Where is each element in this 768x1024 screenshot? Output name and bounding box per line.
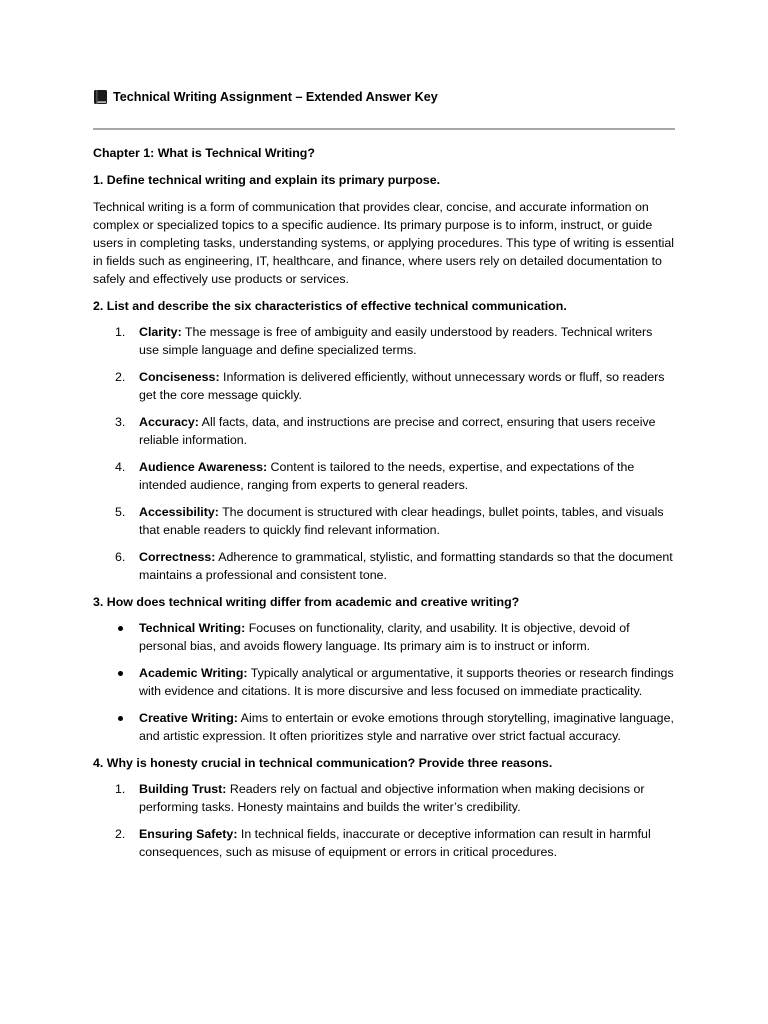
list-item [93,503,675,539]
list-item [93,368,675,404]
list-number: 3. [115,415,126,429]
list-item [93,619,675,655]
list-number: 2. [115,370,126,384]
list-item [93,709,675,745]
question-3-heading: 3. How does technical writing differ from academic and creative writing? [93,595,520,609]
list-term: Academic Writing: [139,666,248,680]
list-term: Correctness: [139,550,216,564]
list-item [93,825,675,861]
list-item [93,664,675,700]
list-text: Readers rely on factual and objective information when making decisions or performing tasks. Honesty maintains and builds the writer’s credibility. [139,782,645,814]
list-term: Audience Awareness: [139,460,268,474]
bullet-icon [118,626,123,631]
list-item [93,413,675,449]
list-term: Conciseness: [139,370,220,384]
list-number: 5. [115,505,126,519]
list-term: Creative Writing: [139,711,238,725]
list-number: 1. [115,325,126,339]
list-term: Technical Writing: [139,621,246,635]
chapter-heading: Chapter 1: What is Technical Writing? [93,146,315,160]
list-number: 1. [115,782,126,796]
list-text: Typically analytical or argumentative, it supports theories or research findings with evidence and citations. It is more discursive and less focused on immediate practicality. [139,666,674,698]
question-1-answer: Technical writing is a form of communication that provides clear, concise, and accurate information on complex or specialized topics to a specific audience. Its primary purpose is to inform, instruct, or guide users in completing tasks, understanding systems, or applying procedures. This type of writing is essential in fields such as engineering, IT, healthcare, and finance, where users rely on detailed documentation to safely and effectively use products or services. [93,200,675,286]
list-term: Accuracy: [139,415,199,429]
title-divider [93,128,675,130]
list-number: 2. [115,827,126,841]
list-item [93,458,675,494]
book-icon [93,89,108,105]
question-2-heading: 2. List and describe the six characteristics of effective technical communication. [93,299,567,313]
list-text: Focuses on functionality, clarity, and usability. It is objective, devoid of personal bias, and avoids flowery language. Its primary aim is to instruct or inform. [139,621,630,653]
question-1-heading: 1. Define technical writing and explain its primary purpose. [93,173,441,187]
question-4-heading: 4. Why is honesty crucial in technical communication? Provide three reasons. [93,756,553,770]
list-term: Clarity: [139,325,182,339]
list-term: Building Trust: [139,782,227,796]
list-term: Accessibility: [139,505,219,519]
list-text: Aims to entertain or evoke emotions through storytelling, imaginative language, and artistic expression. It often prioritizes style and narrative over strict factual accuracy. [139,711,674,743]
honesty-reasons-list [93,780,675,861]
writing-types-list [93,619,675,745]
document-title: Technical Writing Assignment – Extended Answer Key [113,90,438,104]
list-text: The document is structured with clear headings, bullet points, tables, and visuals that enable readers to quickly find relevant information. [139,505,664,537]
document-title-row [93,86,675,108]
list-text: Content is tailored to the needs, expertise, and expectations of the intended audience, ranging from experts to general readers. [139,460,635,492]
bullet-icon [118,671,123,676]
list-item [93,323,675,359]
list-text: In technical fields, inaccurate or deceptive information can result in harmful consequences, such as misuse of equipment or errors in critical procedures. [139,827,651,859]
list-text: Information is delivered efficiently, without unnecessary words or fluff, so readers get the core message quickly. [139,370,665,402]
list-item [93,780,675,816]
list-number: 6. [115,550,126,564]
bullet-icon [118,716,123,721]
list-text: All facts, data, and instructions are precise and correct, ensuring that users receive reliable information. [139,415,656,447]
list-text: The message is free of ambiguity and easily understood by readers. Technical writers use simple language and define specialized terms. [139,325,653,357]
characteristics-list [93,323,675,584]
list-number: 4. [115,460,126,474]
list-item [93,548,675,584]
document-page [93,86,675,870]
list-text: Adherence to grammatical, stylistic, and formatting standards so that the document maintains a professional and consistent tone. [139,550,673,582]
list-term: Ensuring Safety: [139,827,238,841]
